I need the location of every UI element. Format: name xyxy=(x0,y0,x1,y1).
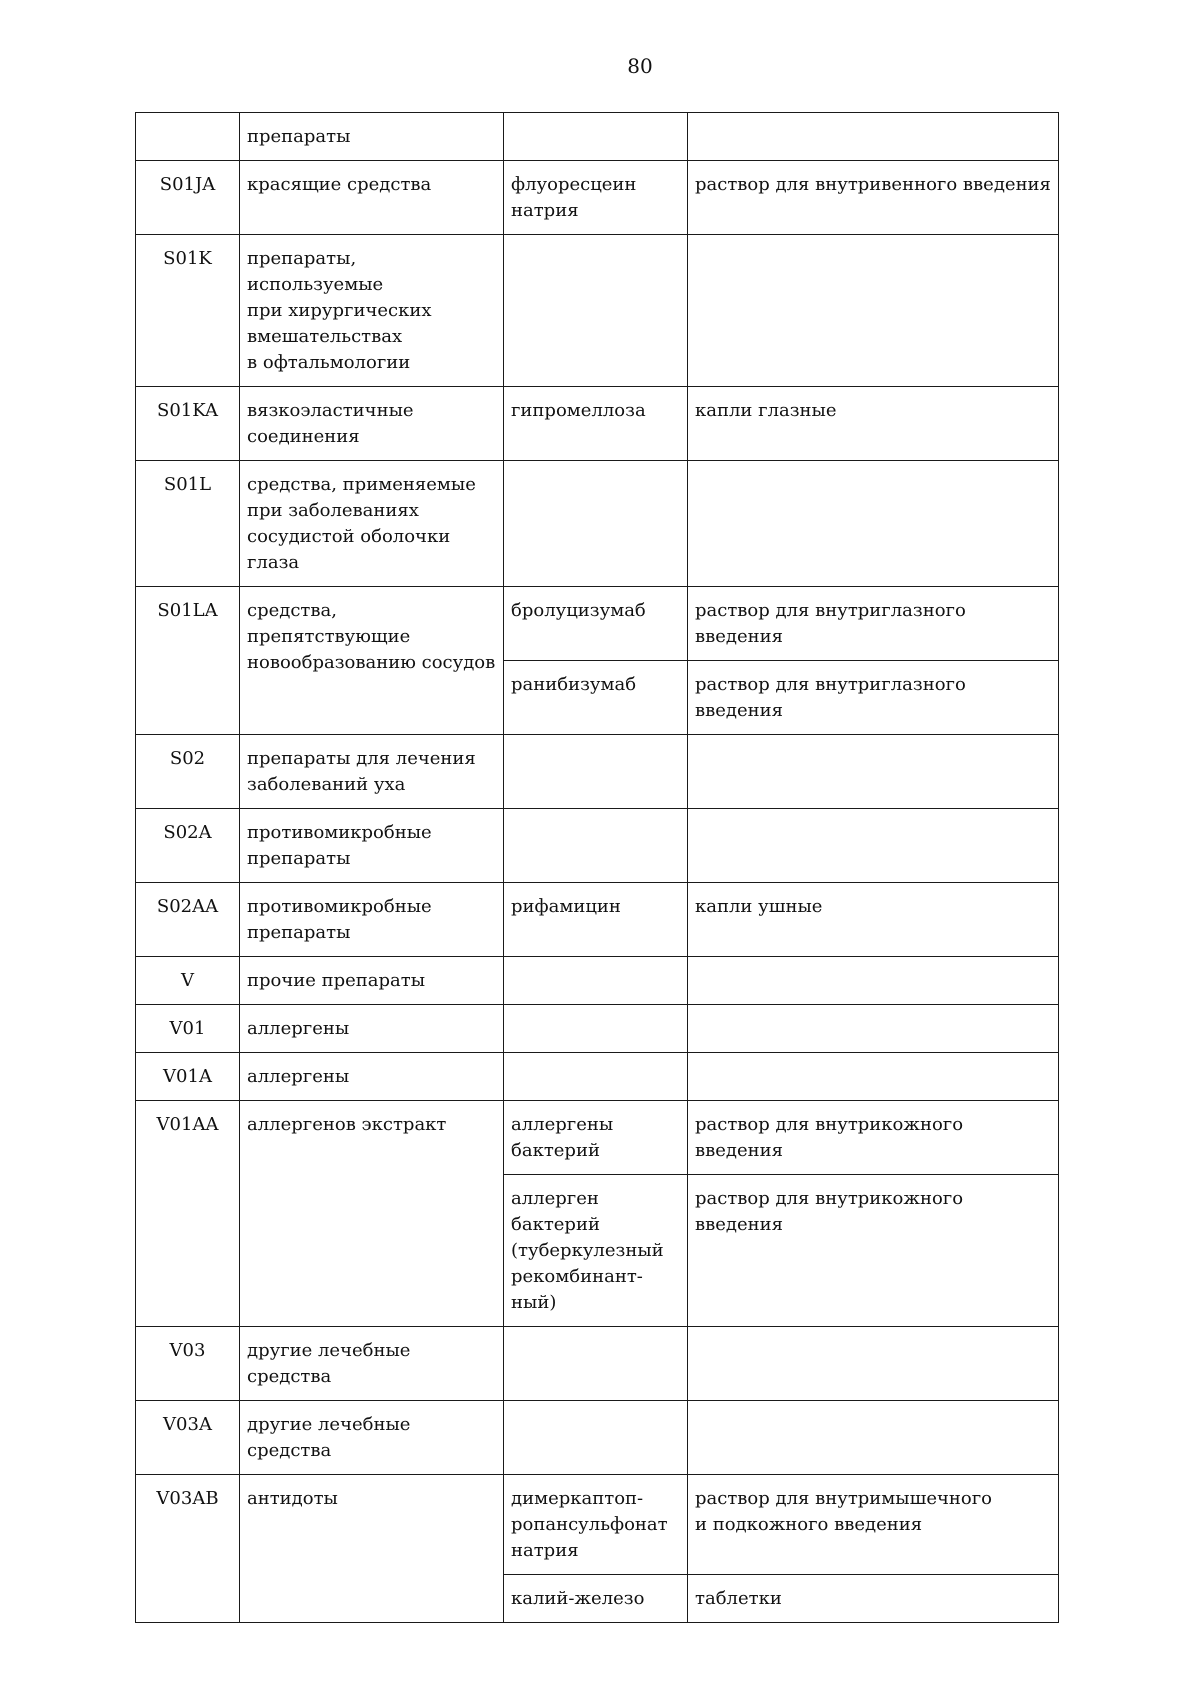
table-row xyxy=(136,161,1059,235)
table-row xyxy=(136,387,1059,461)
dosage-form-cell: раствор для внутрикожного введения xyxy=(688,1101,1059,1175)
anatomical-therapeutic-group-cell: аллергены xyxy=(240,1053,504,1101)
dosage-form-cell xyxy=(688,1005,1059,1053)
anatomical-therapeutic-group-cell: прочие препараты xyxy=(240,957,504,1005)
table-row xyxy=(136,461,1059,587)
anatomical-therapeutic-group-cell: антидоты xyxy=(240,1475,504,1623)
drug-name-cell: аллергены бактерий xyxy=(504,1101,688,1175)
drug-name-cell xyxy=(504,735,688,809)
anatomical-therapeutic-group-cell: другие лечебные средства xyxy=(240,1401,504,1475)
atc-code-cell: S02AA xyxy=(136,883,240,957)
drug-name-cell xyxy=(504,1401,688,1475)
drug-name-cell xyxy=(504,235,688,387)
dosage-form-cell xyxy=(688,1327,1059,1401)
dosage-form-cell: раствор для внутриглазного введения xyxy=(688,661,1059,735)
drug-name-cell: флуоресцеин натрия xyxy=(504,161,688,235)
table-row xyxy=(136,1053,1059,1101)
dosage-form-cell xyxy=(688,1401,1059,1475)
drug-name-cell xyxy=(504,461,688,587)
dosage-form-cell xyxy=(688,461,1059,587)
drug-name-cell: ранибизумаб xyxy=(504,661,688,735)
drug-name-cell: димеркаптоп- ропансульфонат натрия xyxy=(504,1475,688,1575)
table-row xyxy=(136,1475,1059,1575)
table-row xyxy=(136,113,1059,161)
dosage-form-cell: раствор для внутрикожного введения xyxy=(688,1175,1059,1327)
anatomical-therapeutic-group-cell: противомикробные препараты xyxy=(240,809,504,883)
table-row xyxy=(136,1327,1059,1401)
atc-code-cell: S01L xyxy=(136,461,240,587)
dosage-form-cell xyxy=(688,113,1059,161)
dosage-form-cell: капли глазные xyxy=(688,387,1059,461)
drug-name-cell: рифамицин xyxy=(504,883,688,957)
drug-name-cell xyxy=(504,1053,688,1101)
drug-name-cell xyxy=(504,1327,688,1401)
table-row xyxy=(136,735,1059,809)
anatomical-therapeutic-group-cell: противомикробные препараты xyxy=(240,883,504,957)
atc-code-cell: S02A xyxy=(136,809,240,883)
atc-code-cell: V03AB xyxy=(136,1475,240,1623)
table-row xyxy=(136,1101,1059,1175)
atc-code-cell: S02 xyxy=(136,735,240,809)
dosage-form-cell: таблетки xyxy=(688,1575,1059,1623)
page-number: 80 xyxy=(627,54,653,78)
dosage-form-cell: капли ушные xyxy=(688,883,1059,957)
table-body xyxy=(136,113,1059,1623)
anatomical-therapeutic-group-cell: вязкоэластичные соединения xyxy=(240,387,504,461)
dosage-form-cell xyxy=(688,1053,1059,1101)
dosage-form-cell xyxy=(688,735,1059,809)
table-row xyxy=(136,957,1059,1005)
dosage-form-cell: раствор для внутримышечного и подкожного введения xyxy=(688,1475,1059,1575)
anatomical-therapeutic-group-cell: препараты xyxy=(240,113,504,161)
atc-code-cell: V xyxy=(136,957,240,1005)
table-row xyxy=(136,809,1059,883)
dosage-form-cell xyxy=(688,235,1059,387)
drug-name-cell: калий-железо xyxy=(504,1575,688,1623)
atc-code-cell: V03A xyxy=(136,1401,240,1475)
atc-code-cell: S01K xyxy=(136,235,240,387)
dosage-form-cell: раствор для внутривенного введения xyxy=(688,161,1059,235)
atc-code-cell xyxy=(136,113,240,161)
atc-code-cell: S01LA xyxy=(136,587,240,735)
drug-name-cell xyxy=(504,957,688,1005)
anatomical-therapeutic-group-cell: аллергены xyxy=(240,1005,504,1053)
anatomical-therapeutic-group-cell: средства, препятствующие новообразованию сосудов xyxy=(240,587,504,735)
dosage-form-cell: раствор для внутриглазного введения xyxy=(688,587,1059,661)
table-row xyxy=(136,235,1059,387)
anatomical-therapeutic-group-cell: средства, применяемые при заболеваниях сосудистой оболочки глаза xyxy=(240,461,504,587)
anatomical-therapeutic-group-cell: красящие средства xyxy=(240,161,504,235)
drug-name-cell xyxy=(504,809,688,883)
anatomical-therapeutic-group-cell: препараты для лечения заболеваний уха xyxy=(240,735,504,809)
drug-classification-table xyxy=(135,112,1059,1623)
drug-name-cell: гипромеллоза xyxy=(504,387,688,461)
dosage-form-cell xyxy=(688,809,1059,883)
drug-name-cell: бролуцизумаб xyxy=(504,587,688,661)
drug-name-cell xyxy=(504,1005,688,1053)
drug-name-cell: аллерген бактерий (туберкулезный рекомбинант- ный) xyxy=(504,1175,688,1327)
drug-name-cell xyxy=(504,113,688,161)
table-row xyxy=(136,1401,1059,1475)
anatomical-therapeutic-group-cell: препараты, используемые при хирургических вмешательствах в офтальмологии xyxy=(240,235,504,387)
table-row xyxy=(136,1005,1059,1053)
table-row xyxy=(136,587,1059,661)
anatomical-therapeutic-group-cell: аллергенов экстракт xyxy=(240,1101,504,1327)
atc-code-cell: S01KA xyxy=(136,387,240,461)
atc-code-cell: V03 xyxy=(136,1327,240,1401)
dosage-form-cell xyxy=(688,957,1059,1005)
atc-code-cell: V01AA xyxy=(136,1101,240,1327)
atc-code-cell: S01JA xyxy=(136,161,240,235)
atc-code-cell: V01 xyxy=(136,1005,240,1053)
table-row xyxy=(136,883,1059,957)
atc-code-cell: V01A xyxy=(136,1053,240,1101)
anatomical-therapeutic-group-cell: другие лечебные средства xyxy=(240,1327,504,1401)
